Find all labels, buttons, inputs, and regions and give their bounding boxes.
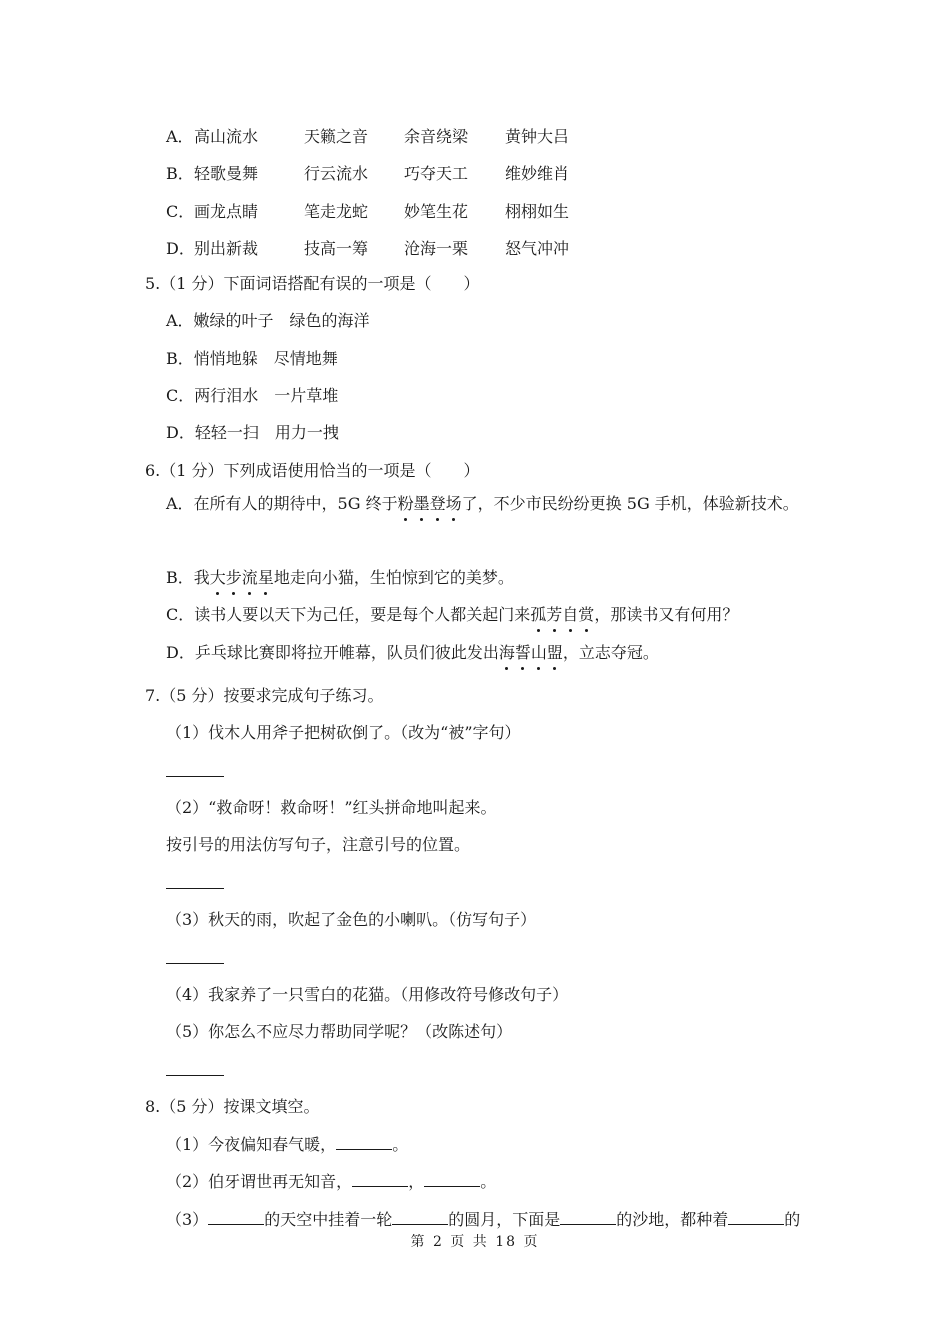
q7-item-2-instruction: 按引号的用法仿写句子，注意引号的位置。 [166,835,471,854]
q6-option-c [166,604,738,626]
idiom: 栩栩如生 [505,202,570,221]
option-letter: C． [166,202,195,221]
fill-blank[interactable] [728,1208,784,1225]
q7-stem: 7.（5 分）按要求完成句子练习。 [145,686,384,705]
emphasis-char: 墨 [413,494,430,513]
answer-line[interactable] [166,776,224,777]
q7-item-2: （2）“救命呀！救命呀！”红头拼命地叫起来。 [166,798,497,817]
option-letter: D． [166,239,195,258]
idiom: 高山流水 [194,127,259,146]
q8-item-2 [166,1170,496,1193]
idiom: 沧海一栗 [404,239,469,258]
emphasis-char: 登 [429,494,446,513]
fill-blank[interactable] [336,1133,392,1150]
emphasis-char: 海 [498,643,515,662]
option-text: D．乒乓球比赛即将拉开帷幕，队员们彼此发出 [166,643,499,662]
idiom: 行云流水 [304,164,369,183]
emphasis-char: 山 [530,643,547,662]
idiom: 技高一筹 [304,239,369,258]
dotted-idiom [530,605,594,624]
option-text: ，立志夺冠。 [562,643,659,662]
q8-item-1 [166,1133,408,1156]
q6-option-a [166,493,799,515]
q5-option-c: C．两行泪水 一片草堆 [166,386,339,405]
q7-item-5: （5）你怎么不应尽力帮助同学呢？（改陈述句） [166,1022,513,1041]
q8-item-3 [166,1208,800,1231]
idiom: 怒气冲冲 [505,239,570,258]
fill-text: （1）今夜偏知春气暖， [166,1135,337,1154]
q5-option-a: A．嫩绿的叶子 绿色的海洋 [166,311,370,330]
answer-line[interactable] [166,1075,224,1076]
option-text: 了，不少市民纷纷更换 5G 手机，体验新技术。 [461,494,799,513]
page-number: 第 2 页 共 18 页 [410,1234,540,1250]
fill-text: 的圆月，下面是 [448,1210,561,1229]
emphasis-char: 粉 [397,494,414,513]
option-letter: A． [166,127,194,146]
q6-stem: 6.（1 分）下列成语使用恰当的一项是（ ） [145,461,480,480]
q7-item-4: （4）我家养了一只雪白的花猫。（用修改符号修改句子） [166,985,569,1004]
idiom: 轻歌曼舞 [194,164,259,183]
emphasis-char: 大 [209,568,226,587]
fill-text: 的沙地，都种着 [616,1210,729,1229]
q7-item-1: （1）伐木人用斧子把树砍倒了。（改为“被”字句） [166,723,521,742]
idiom: 画龙点睛 [194,202,259,221]
option-text: C．读书人要以天下为己任，要是每个人都关起门来 [166,605,531,624]
fill-blank[interactable] [352,1170,408,1187]
emphasis-char: 自 [562,605,579,624]
idiom: 余音绕梁 [404,127,469,146]
option-text: B．我 [166,568,210,587]
q7-item-3: （3）秋天的雨，吹起了金色的小喇叭。（仿写句子） [166,910,537,929]
option-text: A．在所有人的期待中，5G 终于 [166,494,398,513]
fill-text: 的天空中挂着一轮 [264,1210,393,1229]
answer-line[interactable] [166,963,224,964]
idiom: 维妙维肖 [505,164,570,183]
option-text: ，那读书又有何用？ [594,605,739,624]
idiom: 别出新裁 [194,239,259,258]
emphasis-char: 步 [225,568,242,587]
dotted-idiom [210,568,274,587]
emphasis-char: 盟 [546,643,563,662]
idiom: 天籁之音 [304,127,369,146]
emphasis-char: 流 [241,568,258,587]
fill-blank[interactable] [392,1208,448,1225]
fill-text: （3） [166,1210,209,1229]
dotted-idiom [499,643,563,662]
emphasis-char: 场 [445,494,462,513]
fill-text: 的 [784,1210,801,1229]
idiom: 笔走龙蛇 [304,202,369,221]
fill-blank[interactable] [424,1170,480,1187]
fill-blank[interactable] [208,1208,264,1225]
emphasis-char: 孤 [530,605,547,624]
answer-line[interactable] [166,888,224,889]
emphasis-char: 赏 [578,605,595,624]
dotted-idiom [398,494,462,513]
idiom: 妙笔生花 [404,202,469,221]
emphasis-char: 誓 [514,643,531,662]
q5-stem: 5.（1 分）下面词语搭配有误的一项是（ ） [145,274,480,293]
emphasis-char: 星 [257,568,274,587]
fill-text: 。 [480,1172,497,1191]
fill-blank[interactable] [560,1208,616,1225]
q8-stem: 8.（5 分）按课文填空。 [145,1097,320,1116]
q6-option-b [166,567,514,589]
fill-text: 。 [392,1135,409,1154]
emphasis-char: 芳 [546,605,563,624]
fill-text: ， [408,1172,425,1191]
q6-option-d [166,642,659,664]
idiom: 巧夺天工 [404,164,469,183]
idiom: 黄钟大吕 [505,127,570,146]
q5-option-b: B．悄悄地躲 尽情地舞 [166,349,338,368]
option-text: 地走向小猫，生怕惊到它的美梦。 [273,568,514,587]
fill-text: （2）伯牙谓世再无知音， [166,1172,353,1191]
option-letter: B． [166,164,194,183]
q5-option-d: D．轻轻一扫 用力一拽 [166,423,339,442]
